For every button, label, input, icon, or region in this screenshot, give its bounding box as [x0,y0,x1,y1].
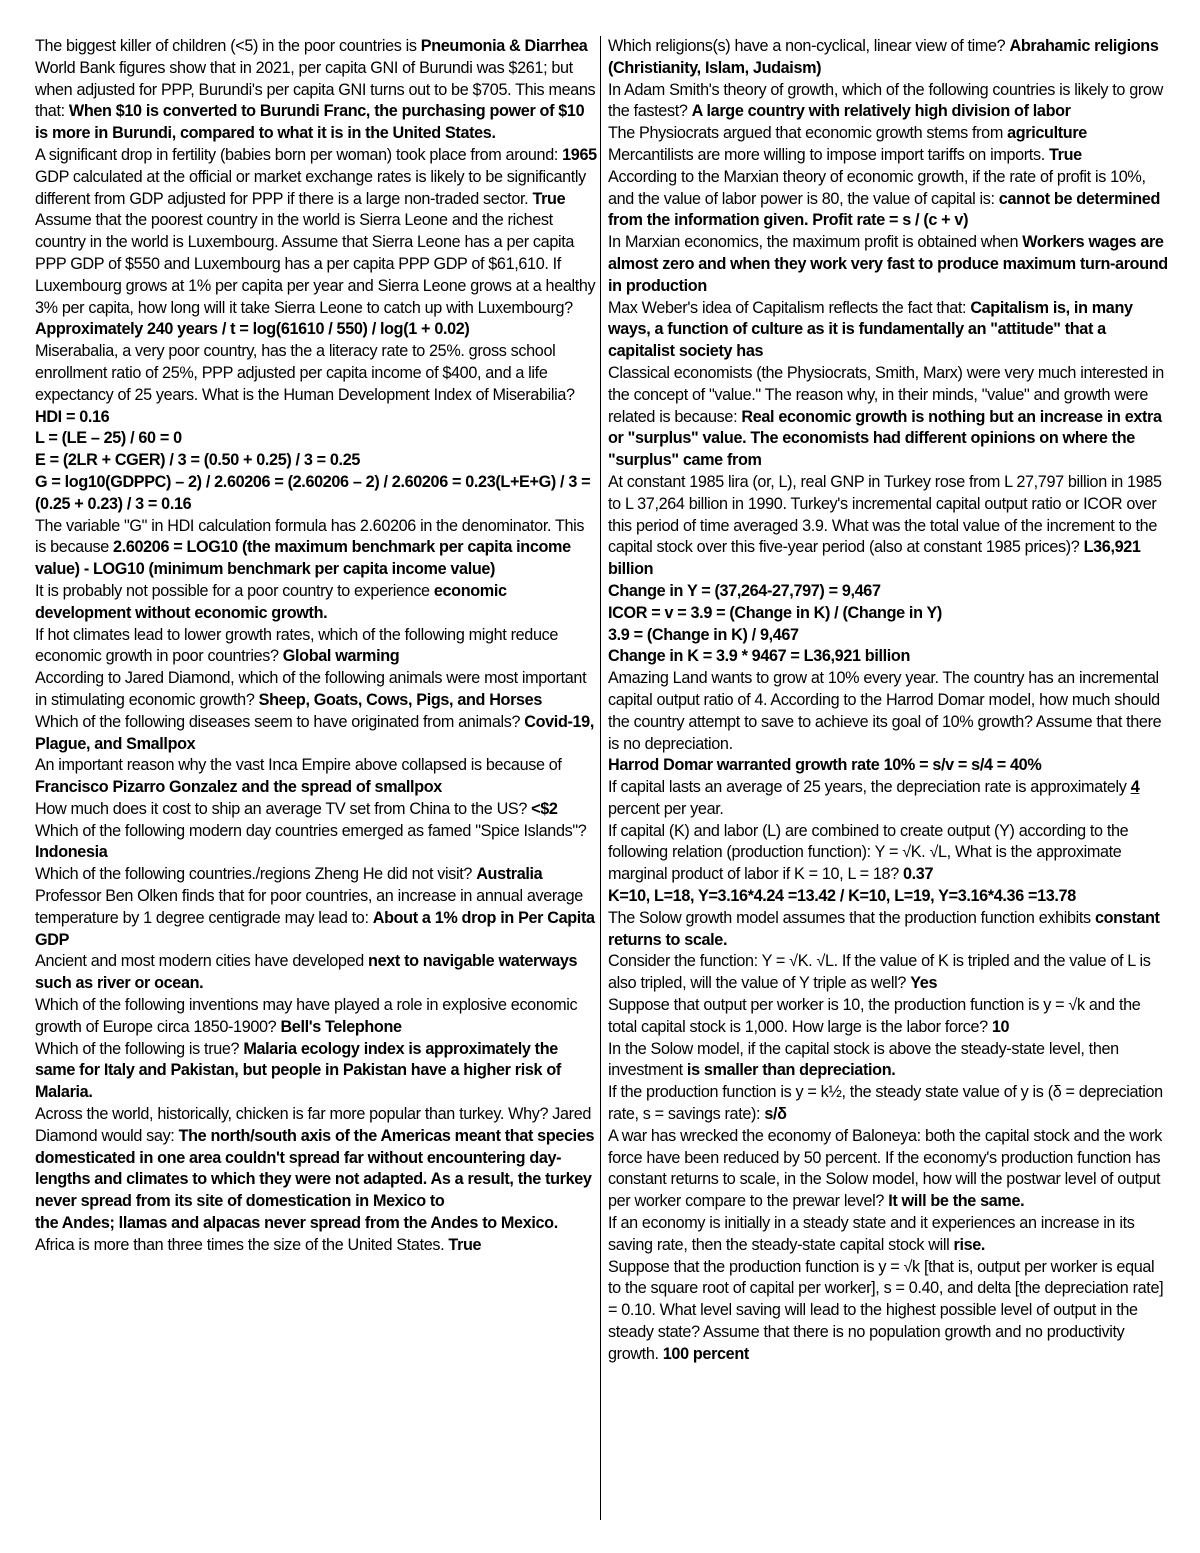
question-text: Mercantilists are more willing to impose import tariffs on imports. [608,145,1049,164]
question-text: Consider the function: Y = √K. √L. If the value of K is tripled and the value of L is also tripled, will the value of Y triple as well? [608,952,1151,993]
answer-text: Abrahamic religions (Christianity, Islam, Judaism) [608,37,1159,77]
qa-item [35,210,598,341]
qa-item [608,1039,1168,1083]
question-text: Which of the following modern day countries emerged as famed "Spice Islands"? [35,821,587,840]
question-text: World Bank figures show that in 2021, per capita GNI of Burundi was $261; but when adjusted for PPP, Burundi's per capita GNI turns out to be $705. This means that: [35,58,596,121]
answer-text: ICOR = v = 3.9 = (Change in K) / (Change in Y) [608,603,942,622]
qa-item [35,428,598,450]
qa-item [35,516,598,581]
answer-text: s/δ [764,1105,787,1124]
qa-item [35,450,598,472]
qa-item [608,36,1168,80]
qa-item [608,908,1168,952]
answer-text: 1965 [562,145,597,164]
answer-text: is smaller than depreciation. [686,1061,896,1080]
question-text: Professor Ben Olken finds that for poor countries, an increase in annual average temperature by 1 degree centigrade may lead to: [35,887,583,927]
question-text: Suppose that the production function is y = √k [that is, output per worker is equal to the square root of capital per worker], s = 0.40, and delta [the depreciation rate] = 0.10. What level saving will lead to the highest possible level of output in the steady state? Assume that there is no population growth and no productivity growth. [608,1257,1164,1363]
qa-item [35,1039,598,1104]
question-text: Amazing Land wants to grow at 10% every year. The country has an incremental capital output ratio of 4. According to the Harrod Domar model, how much should the country attempt to save to achieve its goal of 10% growth? Assume that there is no depreciation. [608,669,1162,753]
qa-item [608,1213,1168,1257]
question-text: How much does it cost to ship an average TV set from China to the US? [35,799,532,818]
answer-text: 4 [1130,778,1140,797]
question-text: If the production function is y = k½, the steady state value of y is (δ = depreciation rate, s = savings rate): [608,1083,1163,1124]
qa-item [608,777,1168,821]
answer-text: next to navigable waterways such as river or ocean. [35,952,578,993]
answer-text: <$2 [531,799,558,818]
qa-item [35,864,598,886]
qa-item [35,167,598,211]
answer-text: Malaria ecology index is approximately the same for Italy and Pakistan, but people in Pakistan have a higher risk of Malaria. [35,1039,561,1102]
answer-text: L36,921 billion [608,538,1141,579]
answer-text: Real economic growth is nothing but an increase in extra or "surplus" value. The economists had different opinions on where the "surplus" came from [608,407,1162,470]
question-text: The Physiocrats argued that economic growth stems from [608,124,1008,143]
answer-text: rise. [953,1235,986,1254]
answer-text: agriculture [1007,124,1087,143]
question-text: Ancient and most modern cities have developed [35,952,369,971]
answer-text: cannot be determined from the information given. Profit rate = s / (c + v) [608,189,1160,230]
question-text: It is probably not possible for a poor country to experience [35,581,434,600]
right-column [608,36,1168,1366]
question-text: Which of the following inventions may have played a role in explosive economic growth of Europe circa 1850-1900? [35,996,578,1036]
qa-item [35,625,598,669]
answer-text: Indonesia [35,843,108,862]
qa-item [608,1082,1168,1126]
question-text: The biggest killer of children (<5) in the poor countries is [35,37,421,55]
qa-item [608,145,1168,167]
qa-item [608,755,1168,777]
question-text: The Solow growth model assumes that the production function exhibits [608,908,1095,927]
column-divider [600,36,601,1520]
qa-item [608,1126,1168,1213]
answer-text: K=10, L=18, Y=3.16*4.24 =13.42 / K=10, L=19, Y=3.16*4.36 =13.78 [608,887,1076,906]
answer-text: economic development without economic growth. [35,581,507,622]
qa-item [35,755,598,799]
question-text: Classical economists (the Physiocrats, Smith, Marx) were very much interested in the concept of "value." The reason why, in their minds, "value" and growth were related is because: [608,363,1164,426]
answer-text: It will be the same. [888,1192,1025,1211]
qa-item [35,58,598,145]
answer-text: Australia [476,865,543,884]
qa-item [35,951,598,995]
question-text: Across the world, historically, chicken is far more popular than turkey. Why? Jared Diamond would say: [35,1105,592,1145]
answer-text: 10 [991,1017,1010,1036]
question-text: Africa is more than three times the size of the United States. [35,1235,449,1254]
answer-text: True [1049,145,1082,164]
answer-text: HDI = 0.16 [35,407,110,426]
answer-text: 3.9 = (Change in K) / 9,467 [608,625,799,644]
qa-item [608,603,1168,625]
qa-item [608,581,1168,603]
qa-item [35,1213,598,1235]
qa-item [35,341,598,428]
question-text: Max Weber's idea of Capitalism reflects the fact that: [608,298,971,317]
qa-item [35,581,598,625]
answer-text: Sheep, Goats, Cows, Pigs, and Horses [258,690,542,709]
answer-text: Approximately 240 years / t = log(61610 / 550) / log(1 + 0.02) [35,320,470,339]
question-text: Assume that the poorest country in the world is Sierra Leone and the richest country in the world is Luxembourg. Assume that Sierra Leone has a per capita PPP GDP of $550 and Luxembourg has a per capita PPP GDP of $61,610. If Luxembourg grows at 1% per capita per year and Sierra Leone grows at a healthy 3% per capita, how long will it take Sierra Leone to catch up with Luxembourg? [35,211,596,317]
answer-text: Harrod Domar warranted growth rate 10% = s/v = s/4 = 40% [608,756,1042,775]
qa-item [35,712,598,756]
answer-text: True [448,1235,482,1254]
question-text: At constant 1985 lira (or, L), real GNP in Turkey rose from L 27,797 billion in 1985 to L 37,264 billion in 1990. Turkey's incremental capital output ratio or ICOR over this period of time averaged 3.9. What was the total value of the increment to the capital stock over this five-year period (also at constant 1985 prices)? [608,472,1162,557]
qa-item [35,1235,598,1257]
answer-text: About a 1% drop in Per Capita GDP [35,908,595,949]
qa-item [608,886,1168,908]
qa-item [35,472,598,516]
answer-text: 2.60206 = LOG10 (the maximum benchmark per capita income value) - LOG10 (minimum benchmark per capita income value) [35,538,571,579]
answer-text: 100 percent [662,1344,749,1363]
qa-item [608,167,1168,232]
answer-text: E = (2LR + CGER) / 3 = (0.50 + 0.25) / 3 = 0.25 [35,451,361,470]
qa-item [35,799,598,821]
qa-item [608,472,1168,581]
question-text: A significant drop in fertility (babies born per woman) took place from around: [35,145,563,164]
answer-text: Yes [910,974,938,993]
answer-text: Change in Y = (37,264-27,797) = 9,467 [608,581,881,600]
question-text: If hot climates lead to lower growth rates, which of the following might reduce economic growth in poor countries? [35,625,558,666]
qa-item [608,363,1168,472]
answer-text: Capitalism is, in many ways, a function of culture as it is fundamentally an "attitude" that a capitalist society has [608,298,1133,361]
question-text: An important reason why the vast Inca Empire above collapsed is because of [35,756,562,775]
answer-text: When $10 is converted to Burundi Franc, the purchasing power of $10 is more in Burundi, compared to what it is in the United States. [35,102,585,143]
qa-item [608,668,1168,755]
qa-item [35,821,598,865]
answer-text: A large country with relatively high division of labor [691,102,1071,121]
question-text: If an economy is initially in a steady state and it experiences an increase in its saving rate, then the steady-state capital stock will [608,1214,1135,1254]
question-text: In the Solow model, if the capital stock is above the steady-state level, then investment [608,1039,1119,1080]
qa-item [608,232,1168,297]
left-column [35,36,598,1257]
answer-text: 0.37 [903,865,934,884]
answer-text: G = log10(GDPPC) – 2) / 2.60206 = (2.60206 – 2) / 2.60206 = 0.23(L+E+G) / 3 = (0.25 + 0.23) / 3 = 0.16 [35,472,591,513]
question-text: percent per year. [608,799,724,818]
qa-item [35,145,598,167]
qa-item [608,821,1168,886]
answer-text: constant returns to scale. [608,908,1160,949]
question-text: The variable "G" in HDI calculation formula has 2.60206 in the denominator. This is because [35,516,585,557]
question-text: Which religions(s) have a non-cyclical, linear view of time? [608,37,1010,55]
qa-item [608,1257,1168,1366]
answer-text: True [532,189,566,208]
qa-item [608,625,1168,647]
question-text: According to the Marxian theory of economic growth, if the rate of profit is 10%, and the value of labor power is 80, the value of capital is: [608,167,1146,208]
question-text: Which of the following diseases seem to have originated from animals? [35,712,525,731]
answer-text: Global warming [282,647,400,666]
question-text: Which of the following countries./regions Zheng He did not visit? [35,865,477,884]
qa-item [35,36,598,58]
qa-item [608,951,1168,995]
qa-item [608,995,1168,1039]
question-text: According to Jared Diamond, which of the following animals were most important in stimulating economic growth? [35,669,587,709]
qa-item [35,1104,598,1213]
qa-item [35,995,598,1039]
answer-text: The north/south axis of the Americas meant that species domesticated in one area couldn't spread far without encountering day-lengths and climates to which they were not adapted. As a result, the turkey never spread from its site of domestication in Mexico to [35,1126,595,1211]
qa-item [608,298,1168,363]
question-text: Miserabalia, a very poor country, has the a literacy rate to 25%. gross school enrollment ratio of 25%, PPP adjusted per capita income of $400, and a life expectancy of 25 years. What is the Human Development Index of Miserabilia? [35,342,575,404]
qa-item [35,668,598,712]
answer-text: L = (LE – 25) / 60 = 0 [35,429,182,448]
qa-item [608,646,1168,668]
qa-item [608,80,1168,124]
answer-text: Covid-19, Plague, and Smallpox [35,712,594,753]
question-text: If capital lasts an average of 25 years, the depreciation rate is approximately [608,778,1131,797]
answer-text: the Andes; llamas and alpacas never spread from the Andes to Mexico. [35,1214,558,1233]
answer-text: Pneumonia & Diarrhea [420,37,588,55]
question-text: In Marxian economics, the maximum profit is obtained when [608,233,1023,252]
answer-text: Workers wages are almost zero and when they work very fast to produce maximum turn-around in production [608,233,1168,295]
answer-text: Francisco Pizarro Gonzalez and the spread of smallpox [35,778,442,797]
question-text: In Adam Smith's theory of growth, which of the following countries is likely to grow the fastest? [608,80,1163,121]
qa-item [35,886,598,951]
question-text: Which of the following is true? [35,1039,244,1058]
question-text: Suppose that output per worker is 10, the production function is y = √k and the total capital stock is 1,000. How large is the labor force? [608,996,1141,1036]
answer-text: Change in K = 3.9 * 9467 = L36,921 billion [608,647,910,666]
qa-item [608,123,1168,145]
question-text: If capital (K) and labor (L) are combined to create output (Y) according to the following relation (production function): Y = √K. √L, What is the approximate marginal product of labor if K = 10, L = 18? [608,821,1129,884]
answer-text: Bell's Telephone [280,1017,402,1036]
question-text: A war has wrecked the economy of Baloneya: both the capital stock and the work force have been reduced by 50 percent. If the economy's production function has constant returns to scale, in the Solow model, how will the postwar level of output per worker compare to the prewar level? [608,1126,1162,1211]
question-text: GDP calculated at the official or market exchange rates is likely to be significantly different from GDP adjusted for PPP if there is a large non-traded sector. [35,167,586,208]
